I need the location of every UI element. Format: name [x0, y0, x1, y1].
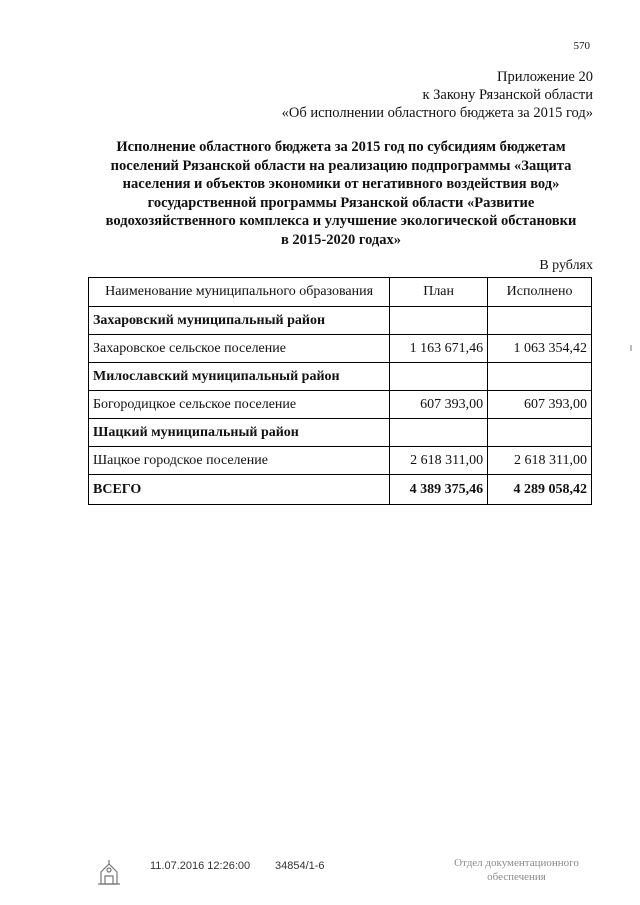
table-row — [89, 391, 592, 419]
title-line: водохозяйственного комплекса и улучшение экологической обстановки — [105, 213, 577, 229]
district-row — [89, 307, 592, 335]
appendix-line-2: к Закону Рязанской области — [422, 87, 593, 103]
cell-name: Захаровский муниципальный район — [89, 307, 390, 335]
cell-name: Милославский муниципальный район — [89, 363, 390, 391]
header-name: Наименование муниципального образования — [89, 278, 390, 307]
coat-of-arms-icon — [93, 856, 125, 888]
units-label: В рублях — [539, 258, 593, 273]
title-line: в 2015-2020 годах» — [280, 231, 402, 248]
cell-plan: 1 163 671,46 — [390, 335, 488, 363]
appendix-line-1: Приложение 20 — [497, 69, 593, 85]
title-line: Исполнение областного бюджета за 2015 год по субсидиям бюджетам — [116, 139, 566, 155]
table-row — [89, 447, 592, 475]
cell-plan: 607 393,00 — [390, 391, 488, 419]
district-row — [89, 363, 592, 391]
cell-name: Богородицкое сельское поселение — [89, 391, 390, 419]
cell-plan: 4 389 375,46 — [390, 475, 488, 505]
table-header-row — [89, 278, 592, 307]
department-stamp — [444, 856, 589, 884]
header-done: Исполнено — [488, 278, 592, 307]
appendix-line-3: «Об исполнении областного бюджета за 2015 год» — [281, 105, 593, 121]
cell-done — [488, 363, 592, 391]
budget-table — [88, 277, 592, 505]
cell-done: 2 618 311,00 — [488, 447, 592, 475]
cell-done: 4 289 058,42 — [488, 475, 592, 505]
cell-done — [488, 419, 592, 447]
appendix-header — [282, 68, 593, 122]
document-title — [86, 138, 596, 249]
title-line: населения и объектов экономики от негативного воздействия вод» — [122, 176, 560, 192]
scan-artifact — [630, 345, 632, 351]
cell-name: ВСЕГО — [89, 475, 390, 505]
cell-name: Шацкое городское поселение — [89, 447, 390, 475]
table-row — [89, 335, 592, 363]
stamp-doc-number: 34854/1-6 — [275, 860, 325, 872]
cell-plan — [390, 307, 488, 335]
cell-name: Шацкий муниципальный район — [89, 419, 390, 447]
cell-plan — [390, 363, 488, 391]
page-number: 570 — [573, 40, 590, 52]
total-row — [89, 475, 592, 505]
cell-done: 607 393,00 — [488, 391, 592, 419]
header-plan: План — [390, 278, 488, 307]
title-line: поселений Рязанской области на реализацию подпрограммы «Защита — [110, 157, 572, 174]
cell-done: 1 063 354,42 — [488, 335, 592, 363]
department-stamp-line-2: обеспечения — [487, 871, 546, 883]
district-row — [89, 419, 592, 447]
footer-seal — [93, 856, 125, 888]
cell-plan: 2 618 311,00 — [390, 447, 488, 475]
cell-name: Захаровское сельское поселение — [89, 335, 390, 363]
title-line: государственной программы Рязанской области «Развитие — [147, 194, 535, 211]
department-stamp-line-1: Отдел документационного — [454, 857, 579, 869]
stamp-date: 11.07.2016 12:26:00 — [150, 860, 251, 872]
cell-plan — [390, 419, 488, 447]
cell-done — [488, 307, 592, 335]
